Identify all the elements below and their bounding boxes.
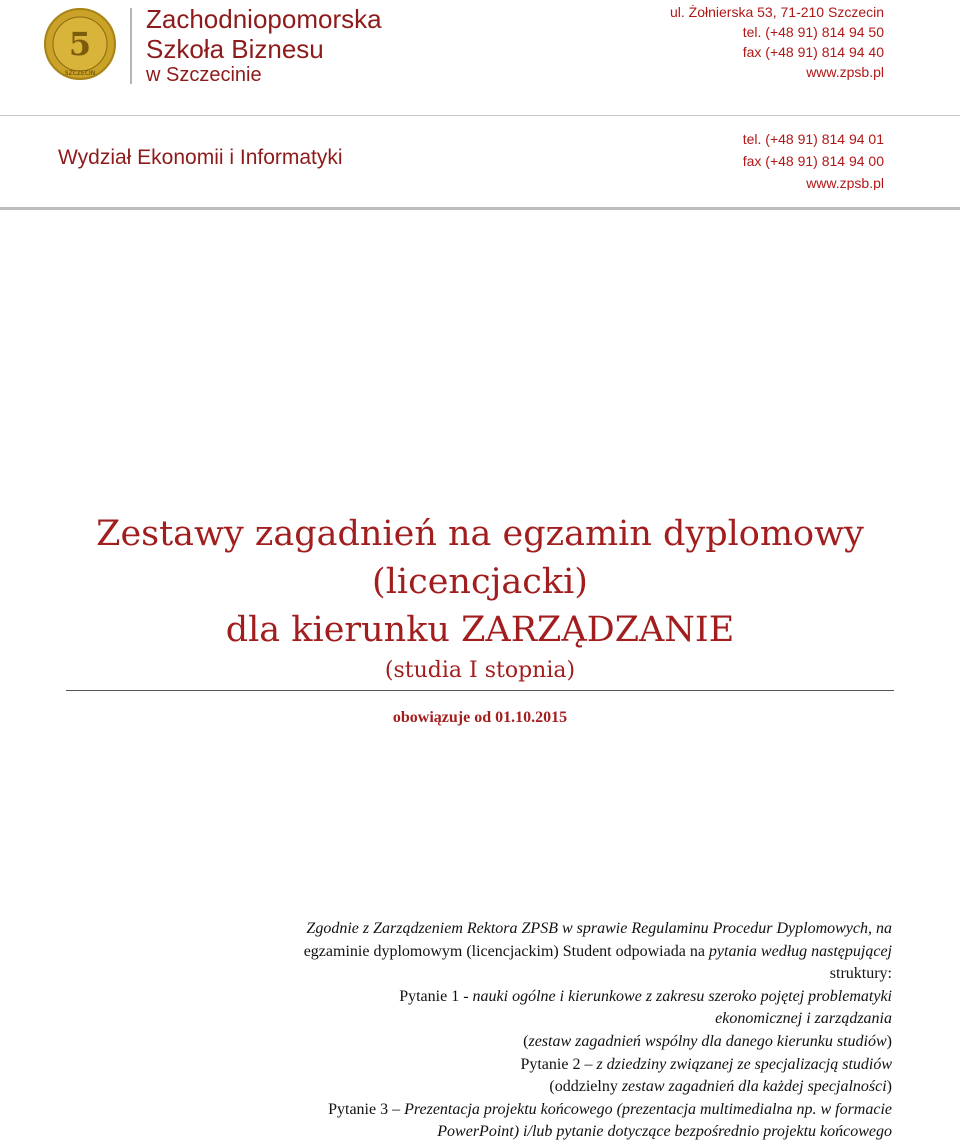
question-label: Pytanie 2: [520, 1055, 585, 1073]
effective-date: obowiązuje od 01.10.2015: [392, 709, 568, 726]
text-run: (oddzielny: [549, 1078, 622, 1096]
contact-faculty: [743, 128, 884, 190]
svg-text:5: 5: [68, 25, 92, 63]
question-1-note: [160, 1031, 892, 1054]
regulation-text: [160, 918, 892, 1144]
text-run: egzaminie dyplomowym (licencjackim) Student odpowiada na: [303, 942, 709, 960]
faculty-website-link[interactable]: www.zpsb.pl: [806, 175, 884, 190]
question-2: [160, 1054, 892, 1077]
school-name-line: Zachodniopomorska: [146, 4, 382, 34]
text-run: ): [886, 1032, 892, 1050]
text-run: zestaw zagadnień dla każdej specjalności: [621, 1078, 887, 1096]
paragraph-line: [160, 941, 892, 964]
title-line: Zestawy zagadnień na egzamin dyplomowy: [96, 514, 864, 554]
paragraph-line: Zgodnie z Zarządzeniem Rektora ZPSB w sprawie Regulaminu Procedur Dyplomowych, na: [306, 920, 892, 937]
question-label: Pytanie 1 -: [399, 987, 473, 1005]
question-text: – z dziedziny związanej ze specjalizacją studiów: [584, 1055, 892, 1073]
text-run: pytania według następującej: [708, 942, 892, 960]
website-link[interactable]: www.zpsb.pl: [806, 64, 884, 80]
question-1: [160, 986, 892, 1009]
phone: tel. (+48 91) 814 94 50: [742, 24, 884, 40]
text-run: ): [886, 1078, 892, 1096]
school-name: [146, 4, 382, 86]
logo-caption: SZCZECIN: [64, 70, 96, 77]
faculty-name: Wydział Ekonomii i Informatyki: [58, 146, 343, 169]
faculty-phone: tel. (+48 91) 814 94 01: [742, 131, 884, 147]
text-run: (: [523, 1032, 529, 1050]
logo-divider: [130, 8, 132, 84]
text-run: zestaw zagadnień wspólny dla danego kierunku studiów: [528, 1032, 887, 1050]
paragraph-line: struktury:: [829, 965, 892, 983]
question-text: ekonomicznej i zarządzania: [715, 1010, 892, 1028]
header-divider: [0, 115, 960, 116]
faculty-fax: fax (+48 91) 814 94 00: [742, 153, 884, 169]
contact-top: [670, 2, 884, 82]
title-line: dla kierunku ZARZĄDZANIE: [225, 610, 735, 650]
title-underline: [66, 690, 894, 691]
address: ul. Żołnierska 53, 71-210 Szczecin: [670, 4, 884, 20]
question-3: [160, 1099, 892, 1122]
question-text: nauki ogólne i kierunkowe z zakresu szeroko pojętej problematyki: [472, 987, 892, 1005]
title-subtitle: (studia I stopnia): [384, 658, 576, 683]
fax: fax (+48 91) 814 94 40: [742, 44, 884, 60]
question-label: Pytanie 3: [328, 1100, 393, 1118]
question-text: PowerPoint) i/lub pytanie dotyczące bezpośrednio projektu końcowego: [437, 1123, 892, 1141]
question-2-note: [160, 1076, 892, 1099]
header-bottom-rule: [0, 207, 960, 210]
document-title: [0, 510, 960, 688]
title-line: (licencjacki): [372, 562, 588, 602]
school-name-line: Szkoła Biznesu: [146, 34, 324, 64]
school-name-line: w Szczecinie: [146, 64, 262, 86]
school-logo: [44, 8, 116, 80]
question-text: – Prezentacja projektu końcowego (prezentacja multimedialna np. w formacie: [392, 1100, 892, 1118]
